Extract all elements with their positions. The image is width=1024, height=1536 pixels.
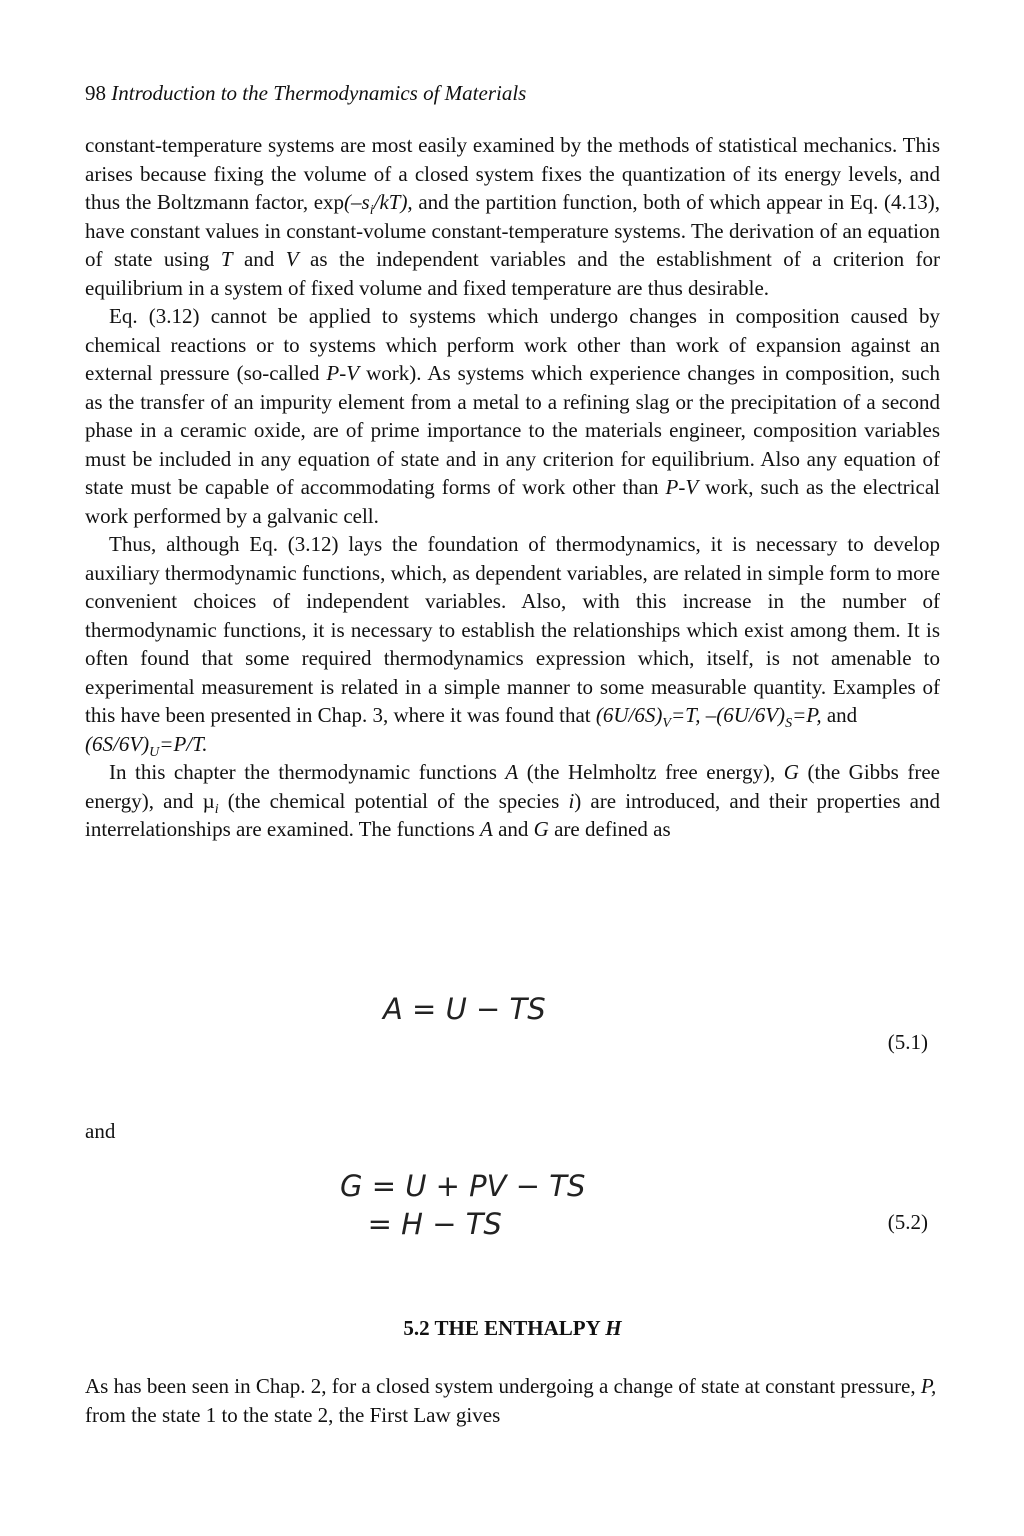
equation-number-5-2: (5.2) <box>887 1210 928 1234</box>
page-number: 98 <box>85 81 106 105</box>
equation-5-1: A = U − TS <box>383 992 546 1026</box>
paragraph-5: As has been seen in Chap. 2, for a closed system undergoing a change of state at constant pressure, P, from the state 1 to the state 2, the First Law gives <box>85 1374 937 1427</box>
paragraph-2: Eq. (3.12) cannot be applied to systems which undergo changes in composition caused by chemical reactions or to systems which perform work other than work of expansion against an external pressure (so-called P-V work). As systems which experience changes in composition, such as the transfer of an impurity element from a metal to a refining slag or the precipitation of a second phase in a ceramic oxide, are of prime importance to the materials engineer, composition variables must be included in any equation of state and in any criterion for equilibrium. Also any equation of state must be capable of accommodating forms of work other than P-V work, such as the electrical work performed by a galvanic cell. <box>85 304 940 528</box>
body-text <box>85 131 940 844</box>
running-header <box>85 79 526 107</box>
section-heading: 5.2 THE ENTHALPY H <box>403 1316 622 1340</box>
equation-number-5-1: (5.1) <box>887 1030 928 1054</box>
paragraph-4: In this chapter the thermodynamic functions A (the Helmholtz free energy), G (the Gibbs free energy), and µ$_i$ (the chemical potential of the species i) are introduced, and their properties and interrelationships are examined. The functions A and G are defined as <box>85 760 941 841</box>
paragraph-3: Thus, although Eq. (3.12) lays the foundation of thermodynamics, it is necessary to develop auxiliary thermodynamic functions, which, as dependent variables, are related in simple form to more convenient choices of independent variables. Also, with this increase in the number of thermodynamic functions, it is necessary to establish the relationships which exist among them. It is often found that some required thermodynamics expression which, itself, is not amenable to experimental measurement is related in a simple manner to some measurable quantity. Examples of this have been presented in Chap. 3, where it was found that $(6U/6S)_V=T$, $-(6U/6V)_S=P$, and $(6S/6V)_U=P/T$. <box>85 532 940 760</box>
book-title: Introduction to the Thermodynamics of Materials <box>111 81 527 105</box>
and-connector: and <box>85 1119 116 1143</box>
equation-5-2-line-1: G = U + PV − TS <box>340 1169 586 1203</box>
paragraph-1: constant-temperature systems are most easily examined by the methods of statistical mechanics. This arises because fixing the volume of a closed system fixes the quantization of its energy levels, and thus the Boltzmann factor, $\exp(-s_i/kT)$, and the partition function, both of which appear in Eq. (4.13), have constant values in constant-volume constant-temperature systems. The derivation of an equation of state using T and V as the independent variables and the establishment of a criterion for equilibrium in a system of fixed volume and fixed temperature are thus desirable. <box>85 133 941 300</box>
book-page <box>85 0 940 1536</box>
equation-5-2-line-2: = H − TS <box>340 1207 502 1241</box>
